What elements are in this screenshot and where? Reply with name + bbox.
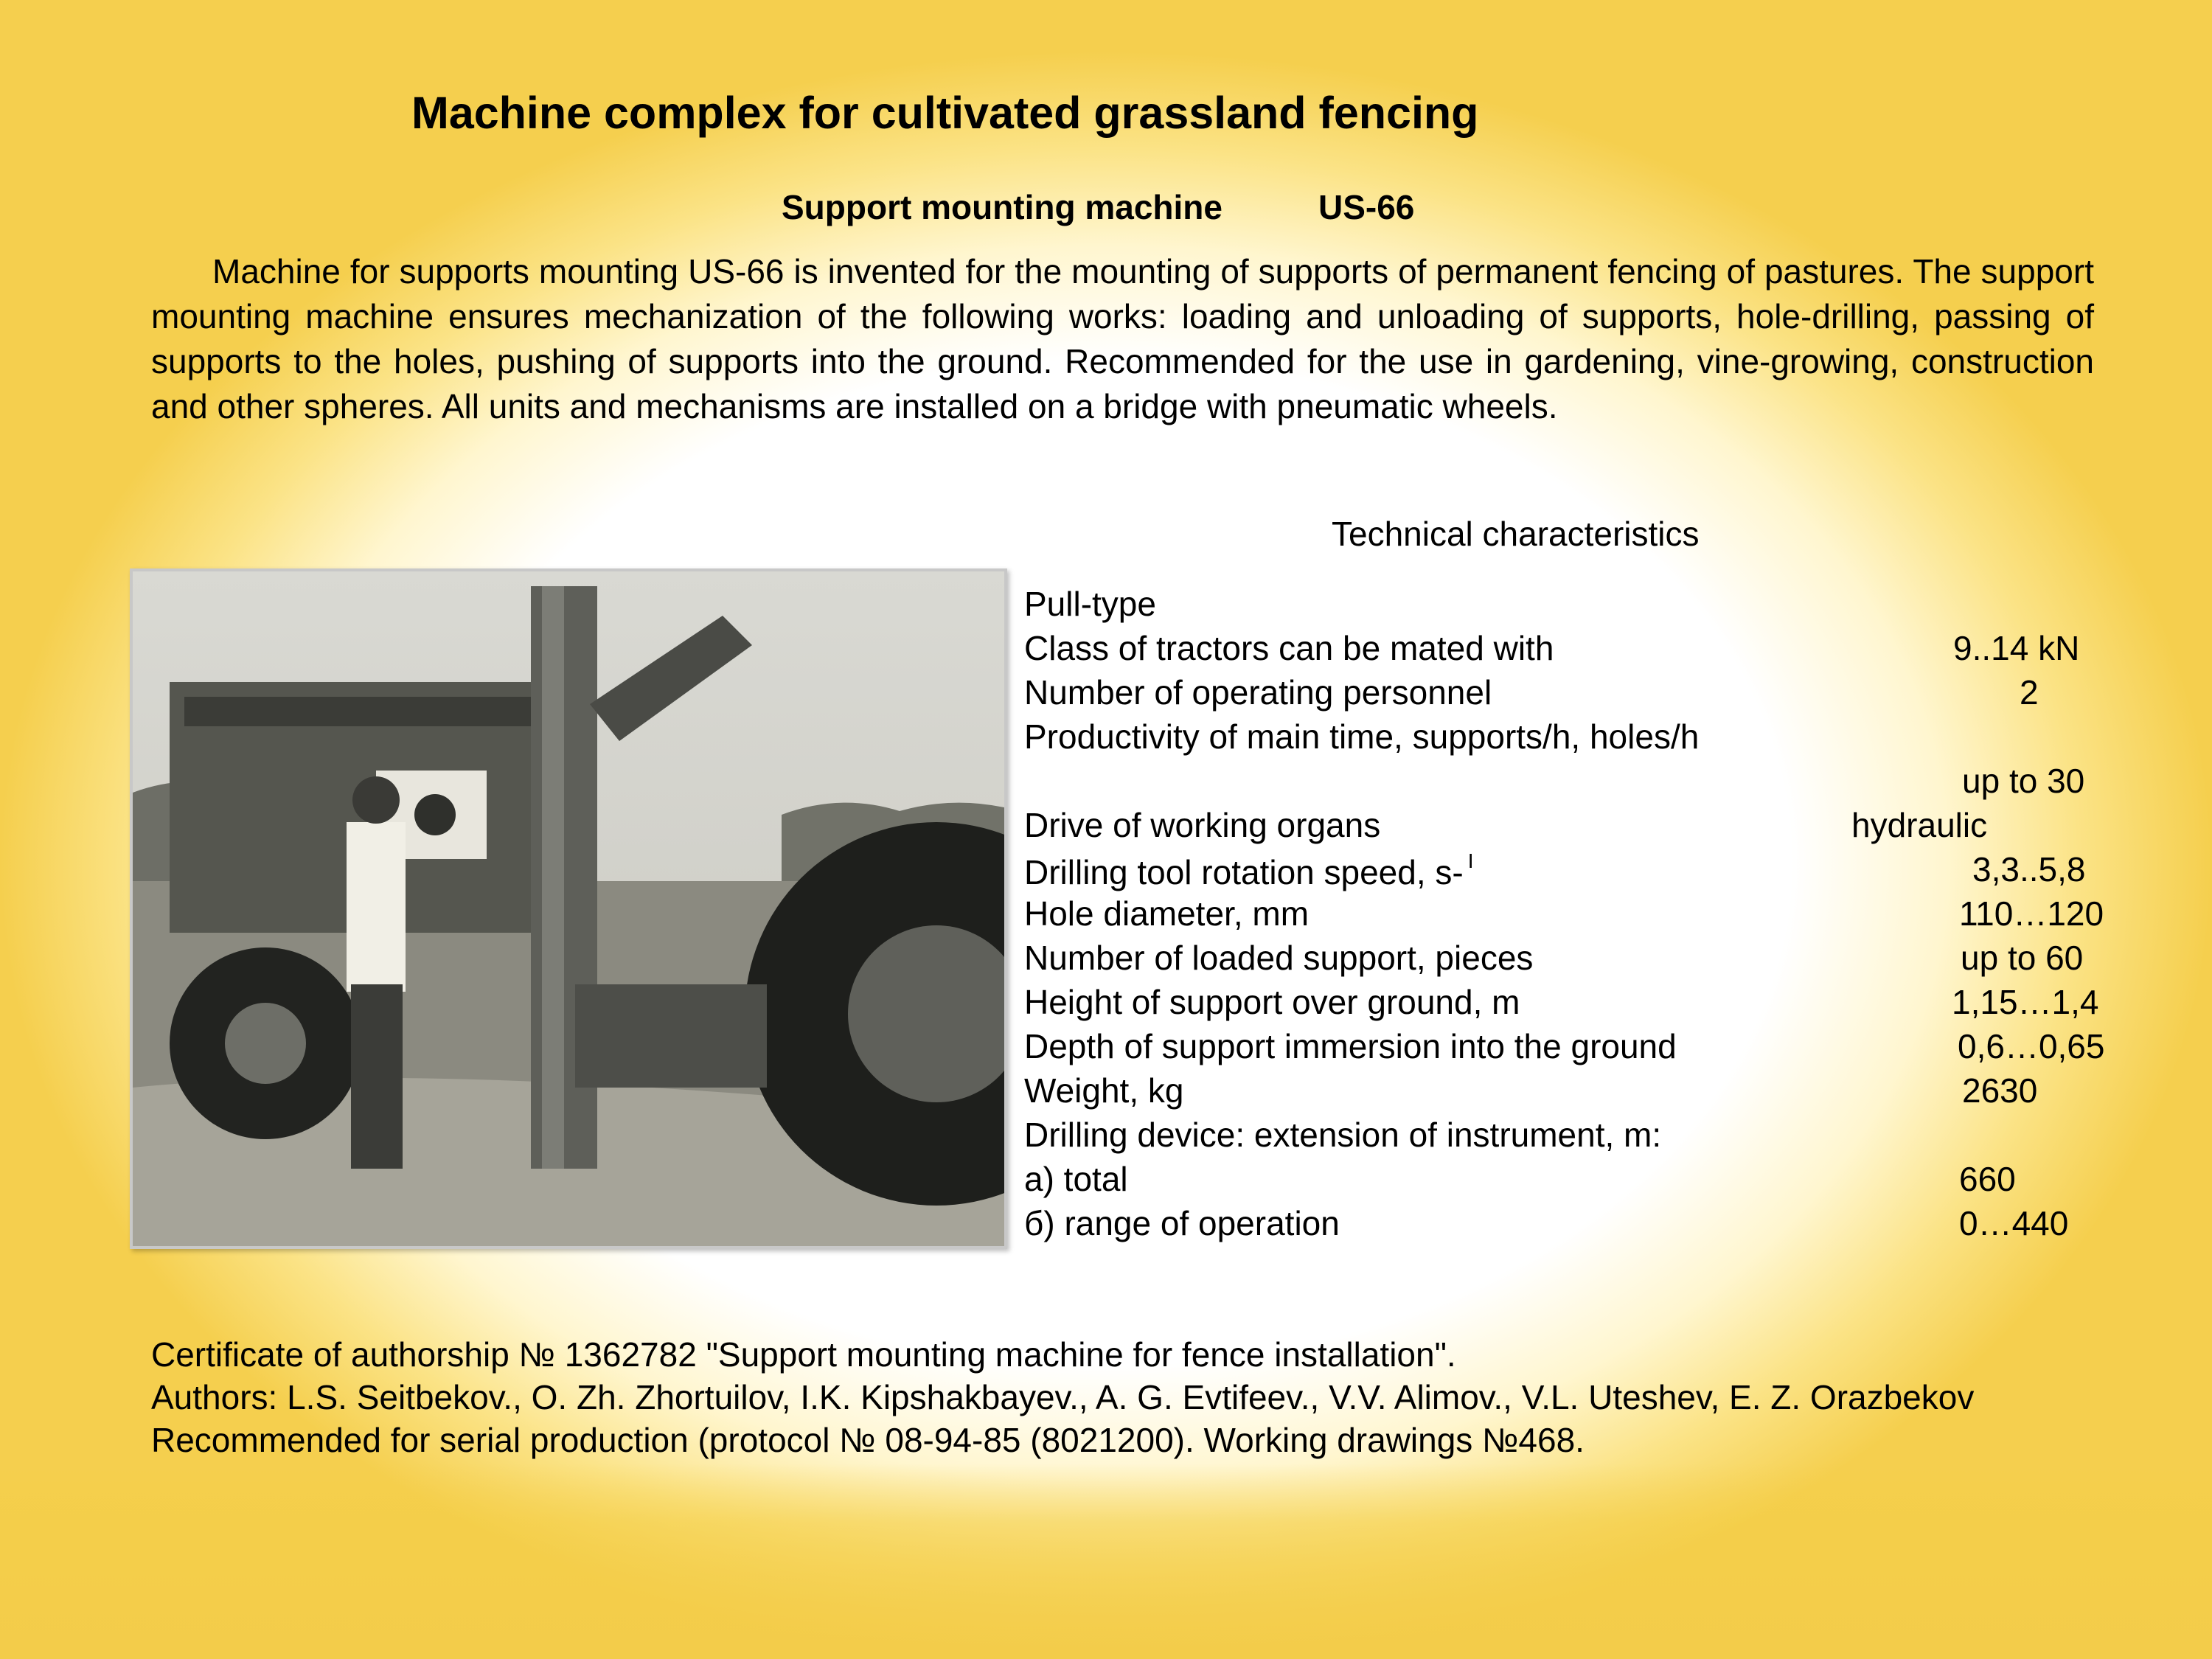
spec-label: Depth of support immersion into the ground: [1024, 1027, 1677, 1065]
spec-row: [1024, 938, 2145, 982]
spec-value: 660: [1959, 1160, 2016, 1198]
spec-row: [1024, 717, 2145, 761]
spec-row: [1024, 982, 2145, 1026]
spec-label: Weight, kg: [1024, 1071, 1184, 1110]
spec-value: 110…120: [1959, 894, 2104, 933]
spec-label: а) total: [1024, 1160, 1128, 1198]
spec-label-superscript: I: [1467, 849, 1474, 872]
certificate-line: Certificate of authorship № 1362782 "Support mounting machine for fence installation".: [151, 1335, 1456, 1374]
spec-label: Number of operating personnel: [1024, 673, 1492, 712]
spec-label: б) range of operation: [1024, 1204, 1340, 1242]
spec-label: [1024, 849, 1474, 892]
machine-photo-illustration: [133, 571, 1004, 1246]
spec-label-text: Drilling tool rotation speed, s-: [1024, 853, 1464, 891]
spec-label: Number of loaded support, pieces: [1024, 939, 1534, 977]
spec-value: 3,3..5,8: [1972, 850, 2086, 888]
spec-value: 0…440: [1959, 1204, 2069, 1242]
spec-row: [1024, 672, 2145, 717]
spec-label: Drilling device: extension of instrument, m:: [1024, 1116, 1662, 1154]
machine-photo: [130, 568, 1007, 1249]
spec-value: 1,15…1,4: [1952, 983, 2099, 1021]
spec-label: Class of tractors can be mated with: [1024, 629, 1554, 667]
spec-value: 9..14 kN: [1953, 629, 2080, 667]
spec-row: [1024, 1159, 2145, 1203]
spec-label: Pull-type: [1024, 585, 1156, 623]
spec-value: 2630: [1962, 1071, 2038, 1110]
authors-line: Authors: L.S. Seitbekov., O. Zh. Zhortuilov, I.K. Kipshakbayev., A. G. Evtifeev., V.V. Alimov., V.L. Uteshev, E. Z. Orazbekov: [151, 1378, 1975, 1416]
page-title: Machine complex for cultivated grassland fencing: [411, 88, 1479, 138]
machine-subtitle: [782, 187, 1414, 227]
spec-value: hydraulic: [1851, 806, 1988, 844]
machine-name: Support mounting machine: [782, 188, 1222, 226]
spec-value: 0,6…0,65: [1958, 1027, 2105, 1065]
spec-row: [1024, 584, 2145, 628]
spec-row: [1024, 1071, 2145, 1115]
spec-row: [1024, 628, 2145, 672]
spec-value: up to 60: [1961, 939, 2084, 977]
spec-row: [1024, 1203, 2145, 1248]
specs-heading: Technical characteristics: [1332, 515, 1700, 553]
machine-model: US-66: [1318, 188, 1415, 226]
specs-table: [1024, 584, 2145, 1248]
spec-value: up to 30: [1962, 762, 2085, 800]
spec-row: [1024, 761, 2145, 805]
intro-paragraph: Machine for supports mounting US-66 is invented for the mounting of supports of permanent fencing of pastures. The support mounting machine ensures mechanization of the following works: loading and unloading of supports, hole-drilling, passing of supports to the holes, pushing of supports into the ground. Recommended for the use in gardening, vine-growing, construction and other spheres. All units and mechanisms are installed on a bridge with pneumatic wheels.: [151, 252, 2094, 425]
spec-row: [1024, 894, 2145, 938]
spec-label: Drive of working organs: [1024, 806, 1381, 844]
recommendation-line: Recommended for serial production (protocol № 08-94-85 (8021200). Working drawings №468.: [151, 1421, 1585, 1459]
spec-row: [1024, 1026, 2145, 1071]
spec-row: [1024, 849, 2145, 894]
spec-value: 2: [2020, 673, 2039, 712]
spec-label: Height of support over ground, m: [1024, 983, 1520, 1021]
footer-notes: [151, 1333, 2098, 1461]
spec-label: Productivity of main time, supports/h, holes/h: [1024, 717, 1700, 756]
spec-row: [1024, 805, 2145, 849]
spec-label: Hole diameter, mm: [1024, 894, 1310, 933]
spec-row: [1024, 1115, 2145, 1159]
